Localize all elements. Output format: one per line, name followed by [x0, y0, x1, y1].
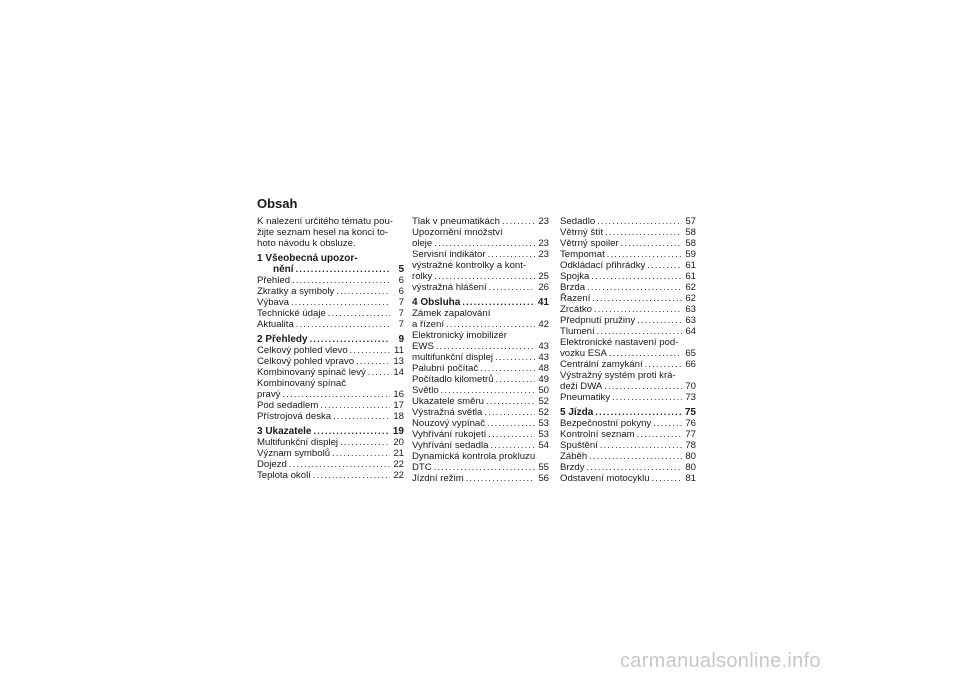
dot-leader [310, 334, 390, 345]
page-number: 43 [538, 341, 549, 352]
page-number: 19 [392, 426, 404, 437]
dot-leader [587, 282, 682, 293]
entry-title: Záběh [560, 451, 588, 462]
entry-title: Tlumení [560, 326, 595, 337]
page-number: 53 [538, 429, 549, 440]
toc-entry[interactable] [412, 407, 549, 418]
dot-leader [282, 389, 390, 400]
toc-entry[interactable] [412, 271, 549, 282]
dot-leader [328, 308, 390, 319]
page-number: 49 [538, 374, 549, 385]
entry-title: Celkový pohled vpravo [257, 356, 355, 367]
page-title: Obsah [257, 196, 298, 211]
dot-leader [291, 297, 390, 308]
dot-leader [621, 238, 682, 249]
page-number: 6 [398, 286, 404, 297]
dot-leader [652, 473, 682, 484]
toc-entry[interactable] [412, 374, 549, 385]
dot-leader [604, 381, 682, 392]
toc-section[interactable] [257, 426, 404, 437]
toc-entry[interactable] [257, 411, 404, 422]
dot-leader [496, 374, 535, 385]
dot-leader [597, 326, 682, 337]
toc-entry[interactable] [560, 271, 696, 282]
entry-title: pravý [257, 389, 281, 400]
entry-title: Tlak v pneumatikách [412, 216, 500, 227]
toc-entry[interactable] [412, 473, 549, 484]
entry-title: Přehled [257, 275, 291, 286]
page-number: 62 [685, 293, 696, 304]
intro-line: žijte seznam hesel na konci to- [257, 227, 389, 238]
toc-entry[interactable] [412, 396, 549, 407]
entry-title-line: Kombinovaný spínač [257, 378, 347, 389]
toc-entry[interactable] [412, 429, 549, 440]
page-number: 23 [538, 249, 549, 260]
dot-leader [436, 341, 535, 352]
toc-entry[interactable] [560, 315, 696, 326]
toc-section[interactable] [412, 297, 549, 308]
page-number: 6 [398, 275, 404, 286]
page-number: 56 [538, 473, 549, 484]
toc-entry[interactable] [560, 440, 696, 451]
toc-entry[interactable] [412, 363, 549, 374]
toc-section-row [257, 264, 404, 275]
dot-leader [434, 462, 535, 473]
dot-leader [292, 275, 390, 286]
page-number: 81 [685, 473, 696, 484]
page-number: 63 [685, 304, 696, 315]
page-number: 63 [685, 315, 696, 326]
entry-title: Odkládací přihrádky [560, 260, 646, 271]
section-title: 3 Ukazatele [257, 426, 312, 437]
dot-leader [589, 451, 682, 462]
page-number: 23 [538, 216, 549, 227]
toc-entry[interactable] [560, 381, 696, 392]
toc-entry[interactable] [412, 352, 549, 363]
entry-title: DTC [412, 462, 432, 473]
entry-title-line: Zámek zapalování [412, 308, 491, 319]
page-number: 20 [393, 437, 404, 448]
entry-title: Světlo [412, 385, 439, 396]
toc-entry[interactable] [257, 470, 404, 481]
toc-entry[interactable] [257, 367, 404, 378]
dot-leader [356, 356, 390, 367]
page-number: 58 [685, 227, 696, 238]
toc-entry[interactable] [412, 319, 549, 330]
dot-leader [647, 260, 682, 271]
entry-title: Servisní indikátor [412, 249, 486, 260]
page-number: 59 [685, 249, 696, 260]
page-number: 78 [685, 440, 696, 451]
toc-entry[interactable] [257, 400, 404, 411]
toc-entry[interactable] [257, 356, 404, 367]
dot-leader [486, 396, 535, 407]
page-number: 80 [685, 462, 696, 473]
entry-title: výstražná hlášení [412, 282, 487, 293]
page-number: 23 [538, 238, 549, 249]
toc-entry[interactable] [412, 216, 549, 227]
page-number: 54 [538, 440, 549, 451]
dot-leader [350, 345, 390, 356]
dot-leader [607, 249, 682, 260]
toc-entry[interactable] [560, 260, 696, 271]
watermark: carmanualsonline.info [620, 650, 821, 672]
dot-leader [594, 304, 682, 315]
toc-list [257, 253, 404, 481]
toc-entry[interactable] [560, 304, 696, 315]
dot-leader [488, 429, 535, 440]
toc-entry[interactable] [560, 238, 696, 249]
entry-title: Větrný spoiler [560, 238, 619, 249]
dot-leader [487, 418, 535, 429]
entry-title: Odstavení motocyklu [560, 473, 650, 484]
entry-title: Vyhřívání sedadla [412, 440, 489, 451]
page-number: 66 [685, 359, 696, 370]
page-number: 75 [684, 407, 696, 418]
page-number: 50 [538, 385, 549, 396]
entry-title: Vyhřívání rukojetí [412, 429, 487, 440]
dot-leader [637, 429, 682, 440]
page-number: 22 [393, 459, 404, 470]
page-number: 5 [398, 264, 404, 275]
entry-title: Multifunkční displej [257, 437, 339, 448]
page-number: 58 [685, 238, 696, 249]
entry-title: Kombinovaný spínač levý [257, 367, 366, 378]
toc-entry[interactable] [412, 462, 549, 473]
dot-leader [313, 426, 390, 437]
dot-leader [587, 462, 682, 473]
entry-title: Výstražná světla [412, 407, 483, 418]
toc-entry[interactable] [412, 385, 549, 396]
page-number: 52 [538, 407, 549, 418]
toc-entry[interactable] [257, 437, 404, 448]
page-number: 18 [393, 411, 404, 422]
toc-entry[interactable] [560, 227, 696, 238]
dot-leader [595, 407, 682, 418]
toc-list [560, 216, 696, 484]
toc-section[interactable] [257, 334, 404, 345]
toc-column-3 [560, 216, 696, 484]
dot-leader [462, 297, 535, 308]
dot-leader [653, 418, 682, 429]
entry-title: Počítadlo kilometrů [412, 374, 494, 385]
toc-entry[interactable] [412, 249, 549, 260]
entry-title: deži DWA [560, 381, 603, 392]
entry-title: Předpnutí pružiny [560, 315, 636, 326]
entry-title-line: Dynamická kontrola prokluzu [412, 451, 536, 462]
dot-leader [441, 385, 535, 396]
page-number: 41 [537, 297, 549, 308]
section-title: 4 Obsluha [412, 297, 461, 308]
entry-title: Přístrojová deska [257, 411, 332, 422]
toc-entry[interactable] [560, 348, 696, 359]
dot-leader [320, 400, 390, 411]
dot-leader [340, 437, 390, 448]
toc-entry[interactable] [257, 308, 404, 319]
page-number: 22 [393, 470, 404, 481]
entry-title: Brzdy [560, 462, 585, 473]
toc-section[interactable] [257, 253, 404, 275]
toc-entry[interactable] [560, 462, 696, 473]
entry-title: Řazení [560, 293, 591, 304]
dot-leader [296, 264, 390, 275]
entry-title: Tempomat [560, 249, 605, 260]
dot-leader [332, 448, 390, 459]
dot-leader [336, 286, 390, 297]
toc-column-1 [257, 216, 404, 481]
toc-entry[interactable] [257, 319, 404, 330]
page-number: 61 [685, 260, 696, 271]
page-number: 77 [685, 429, 696, 440]
toc-list [412, 216, 549, 484]
toc-entry[interactable] [257, 345, 404, 356]
page-number: 17 [393, 400, 404, 411]
entry-title: Nouzový vypínač [412, 418, 486, 429]
intro-line: hoto návodu k obsluze. [257, 238, 356, 249]
toc-entry[interactable] [412, 282, 549, 293]
toc-entry[interactable] [560, 293, 696, 304]
intro-text [257, 216, 404, 249]
toc-entry[interactable] [257, 297, 404, 308]
entry-title: Centrální zamykání [560, 359, 643, 370]
dot-leader [591, 271, 682, 282]
section-title: 5 Jízda [560, 407, 594, 418]
entry-title: Význam symbolů [257, 448, 331, 459]
entry-title-line: výstražné kontrolky a kont- [412, 260, 527, 271]
toc-entry[interactable] [560, 282, 696, 293]
page-number: 76 [685, 418, 696, 429]
toc-entry[interactable] [257, 389, 404, 400]
entry-title-line: Elektronické nastavení pod- [560, 337, 679, 348]
dot-leader [368, 367, 390, 378]
intro-line: K nalezení určitého tématu pou- [257, 216, 393, 227]
dot-leader [488, 249, 535, 260]
dot-leader [434, 238, 535, 249]
page-number: 65 [685, 348, 696, 359]
entry-title: a řízení [412, 319, 444, 330]
page-number: 70 [685, 381, 696, 392]
toc-entry[interactable] [412, 341, 549, 352]
entry-title: Kontrolní seznam [560, 429, 635, 440]
dot-leader [313, 470, 390, 481]
dot-leader [484, 407, 535, 418]
page-number: 73 [685, 392, 696, 403]
dot-leader [333, 411, 390, 422]
entry-title: Pneumatiky [560, 392, 611, 403]
entry-title: vozku ESA [560, 348, 607, 359]
entry-title: Technické údaje [257, 308, 326, 319]
entry-title: EWS [412, 341, 434, 352]
entry-title-line: Upozornění množství [412, 227, 503, 238]
toc-entry[interactable] [560, 473, 696, 484]
entry-title: Výbava [257, 297, 289, 308]
page-number: 55 [538, 462, 549, 473]
toc-entry[interactable] [412, 418, 549, 429]
entry-title: Brzda [560, 282, 586, 293]
page-number: 14 [393, 367, 404, 378]
dot-leader [495, 352, 535, 363]
page-number: 25 [538, 271, 549, 282]
toc-section[interactable] [560, 407, 696, 418]
page-number: 43 [538, 352, 549, 363]
entry-title: Teplota okolí [257, 470, 311, 481]
dot-leader [446, 319, 535, 330]
section-title: 2 Přehledy [257, 334, 308, 345]
toc-column-2 [412, 216, 549, 484]
dot-leader [600, 440, 682, 451]
entry-title-line: Výstražný systém proti krá- [560, 370, 676, 381]
entry-title: Jízdní režim [412, 473, 464, 484]
entry-title: Aktualita [257, 319, 294, 330]
page-number: 9 [398, 334, 404, 345]
page-number: 62 [685, 282, 696, 293]
entry-title: Sedadlo [560, 216, 596, 227]
toc-entry[interactable] [560, 451, 696, 462]
page-number: 7 [398, 319, 404, 330]
page-number: 61 [685, 271, 696, 282]
page-number: 42 [538, 319, 549, 330]
entry-title: multifunkční displej [412, 352, 494, 363]
entry-title: Celkový pohled vlevo [257, 345, 348, 356]
entry-title: Bezpečnostní pokyny [560, 418, 652, 429]
toc-entry[interactable] [257, 448, 404, 459]
dot-leader [502, 216, 535, 227]
page-number: 11 [394, 345, 404, 356]
page-number: 21 [393, 448, 404, 459]
entry-title: oleje [412, 238, 433, 249]
section-title: nění [273, 264, 294, 275]
dot-leader [645, 359, 682, 370]
page-number: 64 [685, 326, 696, 337]
toc-entry[interactable] [560, 249, 696, 260]
entry-title: Větrný štít [560, 227, 604, 238]
page-number: 48 [538, 363, 549, 374]
dot-leader [489, 282, 535, 293]
toc-entry[interactable] [560, 359, 696, 370]
toc-entry[interactable] [412, 238, 549, 249]
entry-title: Pod sedadlem [257, 400, 319, 411]
dot-leader [597, 216, 682, 227]
entry-title: rolky [412, 271, 433, 282]
toc-entry[interactable] [560, 326, 696, 337]
page-number: 57 [685, 216, 696, 227]
entry-title: Ukazatele směru [412, 396, 484, 407]
page-number: 52 [538, 396, 549, 407]
page-number: 16 [393, 389, 404, 400]
entry-title: Palubní počítač [412, 363, 479, 374]
toc-entry[interactable] [412, 440, 549, 451]
entry-title: Spuštění [560, 440, 598, 451]
page-number: 7 [398, 308, 404, 319]
page-number: 13 [393, 356, 404, 367]
page-number: 7 [398, 297, 404, 308]
dot-leader [592, 293, 682, 304]
page-number: 53 [538, 418, 549, 429]
entry-title-line: Elektronický imobilizér [412, 330, 507, 341]
page-number: 80 [685, 451, 696, 462]
toc-entry[interactable] [560, 216, 696, 227]
toc-entry[interactable] [257, 286, 404, 297]
toc-entry[interactable] [560, 418, 696, 429]
toc-entry[interactable] [257, 459, 404, 470]
dot-leader [289, 459, 390, 470]
dot-leader [480, 363, 535, 374]
entry-title: Spojka [560, 271, 590, 282]
dot-leader [612, 392, 682, 403]
toc-entry[interactable] [560, 429, 696, 440]
entry-title: Zkratky a symboly [257, 286, 335, 297]
entry-title: Zrcátko [560, 304, 592, 315]
dot-leader [466, 473, 535, 484]
toc-entry[interactable] [560, 392, 696, 403]
toc-entry[interactable] [257, 275, 404, 286]
dot-leader [609, 348, 682, 359]
dot-leader [637, 315, 682, 326]
dot-leader [434, 271, 535, 282]
dot-leader [605, 227, 682, 238]
entry-title: Dojezd [257, 459, 287, 470]
dot-leader [490, 440, 535, 451]
section-title: 1 Všeobecná upozor- [257, 253, 358, 264]
page-number: 26 [538, 282, 549, 293]
dot-leader [296, 319, 390, 330]
